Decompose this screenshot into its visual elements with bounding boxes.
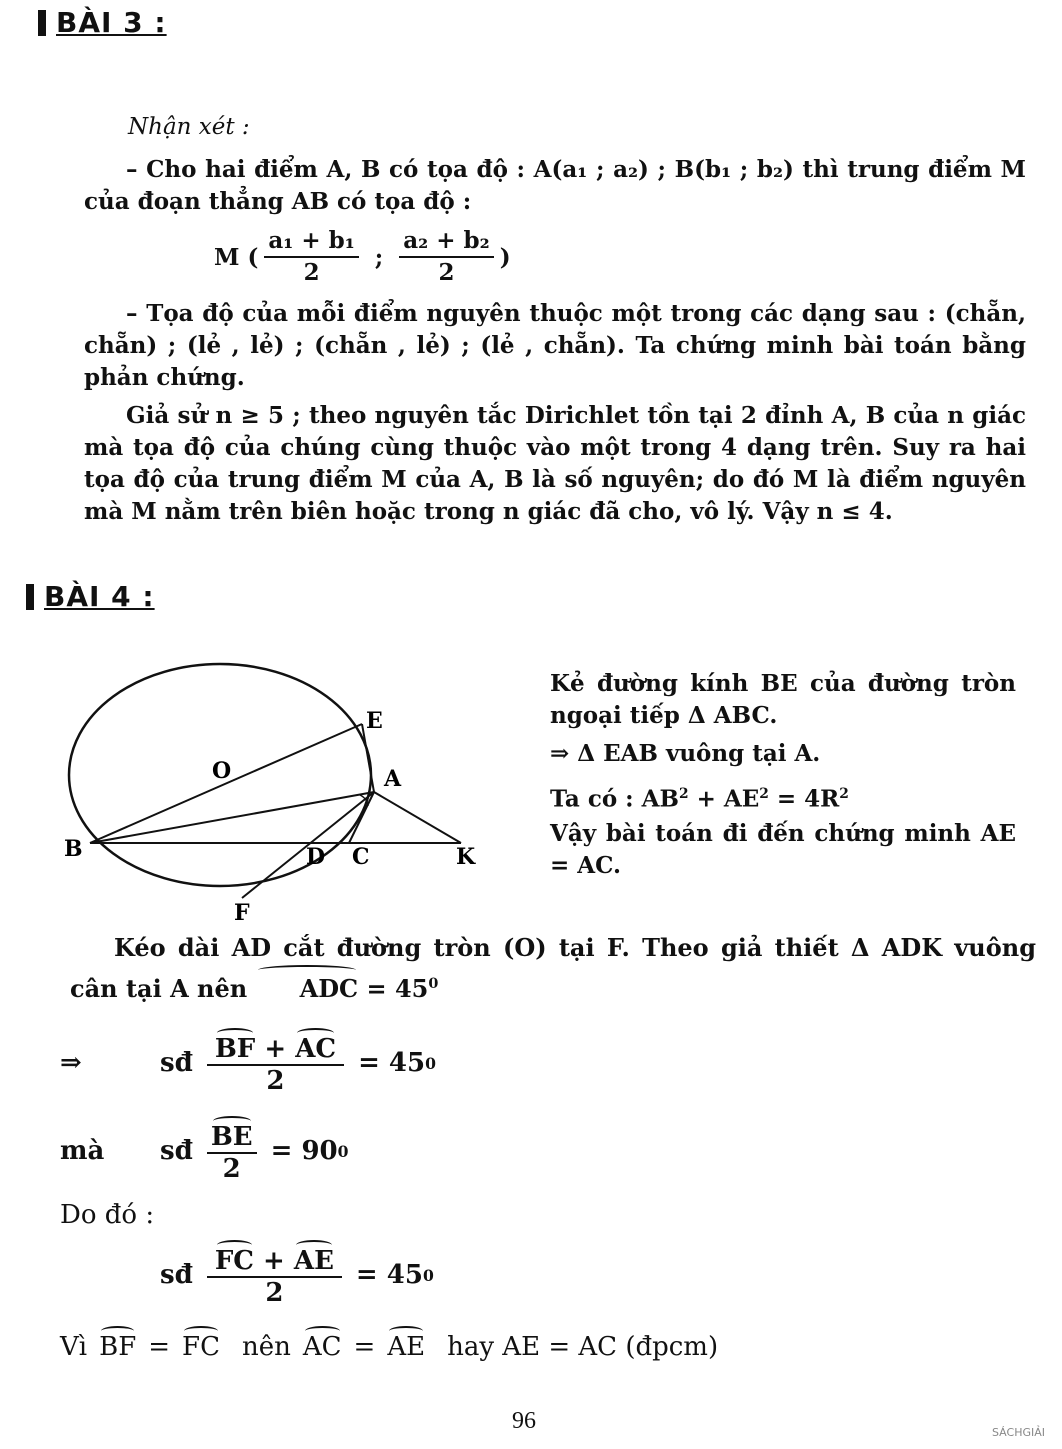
implies-icon: ⇒ (60, 1048, 82, 1078)
r3-exp-1: 2 (678, 786, 689, 802)
section-marker-icon (26, 584, 34, 610)
label-b: B (64, 836, 83, 862)
nen-label: nên (241, 1332, 291, 1362)
eq2-denominator: 2 (222, 1154, 241, 1184)
eq2-rhs: = 90 (270, 1136, 338, 1166)
section-marker-icon (38, 10, 46, 36)
bai4-right-line-2: ⇒ Δ EAB vuông tại A. (550, 740, 821, 767)
formula-fraction-2 (399, 226, 493, 288)
fraction-1-numerator: a₁ + b₁ (264, 226, 358, 258)
midpoint-formula (214, 226, 511, 288)
watermark-logo: SÁCHGIẢI (992, 1426, 1046, 1439)
bai3-paragraph-3: Giả sử n ≥ 5 ; theo nguyên tắc Dirichlet tồn tại 2 đỉnh A, B của n giác mà tọa độ của chúng cùng thuộc vào một trong 4 dạng trên. Suy ra hai tọa độ của trung điểm M của A, B là số nguyên; do đó M là điểm nguyên mà M nằm trên biên hoặc trong n giác đã cho, vô lý. Vậy n ≤ 4. (84, 402, 1026, 525)
r3-part-1: Ta có : AB (550, 785, 679, 813)
bai4-title: BÀI 4 : (44, 580, 155, 613)
fraction-2-numerator: a₂ + b₂ (399, 226, 493, 258)
r3-exp-3: 2 (839, 786, 849, 802)
sd-label: sđ (160, 1136, 193, 1166)
eq1-degree: 0 (425, 1053, 436, 1073)
eq1-rhs: = 45 (358, 1048, 426, 1078)
label-c: C (352, 844, 370, 870)
segment-ba (90, 792, 374, 843)
label-k: K (456, 844, 476, 870)
bai3-paragraph-1: – Cho hai điểm A, B có tọa độ : A(a₁ ; a₂) ; B(b₁ ; b₂) thì trung điểm M của đoạn thẳng AB có tọa độ : (84, 156, 1026, 215)
arc-fc: FC (182, 1328, 220, 1362)
bai3-heading (38, 6, 167, 39)
formula-suffix: ) (499, 243, 511, 271)
arc-be: BE (211, 1118, 253, 1152)
plus-sign: + (263, 1246, 285, 1276)
plus-sign: + (264, 1034, 287, 1064)
p1-text: Kéo dài AD cắt đường tròn (O) tại F. Theo giả thiết Δ ADK vuông cân tại A nên (70, 933, 1036, 1003)
bai4-right-line-3 (550, 778, 1016, 816)
segment-ac (349, 792, 374, 843)
p1-degree: 0 (428, 975, 439, 992)
formula-separator: ; (374, 243, 384, 271)
eq3-denominator: 2 (265, 1278, 284, 1308)
equation-2 (60, 1118, 349, 1184)
sd-label: sđ (160, 1260, 193, 1290)
r3-part-2: + AE (688, 785, 760, 813)
equals-sign: = (353, 1332, 376, 1362)
fraction-1-denominator: 2 (303, 259, 320, 286)
arc-bf: BF (215, 1030, 255, 1064)
r3-exp-2: 2 (759, 786, 769, 802)
arc-ae: AE (294, 1242, 334, 1276)
label-e: E (366, 708, 383, 734)
eq3-numerator (207, 1242, 342, 1278)
vi-label: Vì (60, 1332, 88, 1362)
page-number: 96 (512, 1408, 536, 1434)
eq1-fraction (207, 1030, 344, 1096)
arc-ac: AC (303, 1328, 342, 1362)
label-d: D (306, 844, 326, 870)
geometry-figure (56, 662, 496, 928)
conclusion-text: hay AE = AC (đpcm) (447, 1332, 719, 1362)
equals-sign: = (148, 1332, 171, 1362)
arc-ac: AC (295, 1030, 336, 1064)
arc-bf: BF (99, 1328, 136, 1362)
formula-prefix: M ( (214, 243, 259, 271)
arc-ae: AE (387, 1328, 425, 1362)
arc-adc: ADC (256, 967, 359, 1007)
label-f: F (234, 900, 250, 926)
bai4-heading (26, 580, 155, 613)
sd-label: sđ (160, 1048, 193, 1078)
segment-ea (362, 724, 374, 792)
ma-label: mà (60, 1136, 105, 1166)
formula-fraction-1 (264, 226, 358, 288)
eq1-denominator: 2 (266, 1066, 285, 1096)
bai3-paragraph-2: – Tọa độ của mỗi điểm nguyên thuộc một trong các dạng sau : (chẵn, chẵn) ; (lẻ , lẻ) ; (chẵn , lẻ) ; (lẻ , chẵn). Ta chứng minh bài toán bằng phản chứng. (84, 300, 1026, 391)
fraction-2-denominator: 2 (438, 259, 455, 286)
do-do-label: Do đó : (60, 1200, 155, 1230)
eq3-degree: 0 (422, 1265, 434, 1285)
eq3-rhs: = 45 (355, 1260, 423, 1290)
segment-ak (374, 792, 461, 843)
eq2-numerator (207, 1118, 257, 1154)
nhan-xet-label: Nhận xét : (128, 114, 250, 140)
bai3-title: BÀI 3 : (56, 6, 167, 39)
bai4-right-line-4: Vậy bài toán đi đến chứng minh AE = AC. (550, 820, 1016, 879)
p1-value: = 45 (366, 974, 429, 1003)
eq2-fraction (207, 1118, 257, 1184)
label-a: A (384, 766, 402, 792)
bai4-paragraph-1 (70, 930, 1036, 1007)
label-o: O (212, 758, 232, 784)
arc-fc: FC (215, 1242, 254, 1276)
eq2-degree: 0 (337, 1141, 349, 1161)
eq1-numerator (207, 1030, 344, 1066)
r3-part-3: = 4R (768, 785, 840, 813)
eq3-fraction (207, 1242, 342, 1308)
conclusion-line (60, 1328, 718, 1362)
equation-1 (60, 1030, 436, 1096)
equation-3 (160, 1242, 434, 1308)
bai4-right-line-1: Kẻ đường kính BE của đường tròn ngoại tiếp Δ ABC. (550, 670, 1016, 729)
